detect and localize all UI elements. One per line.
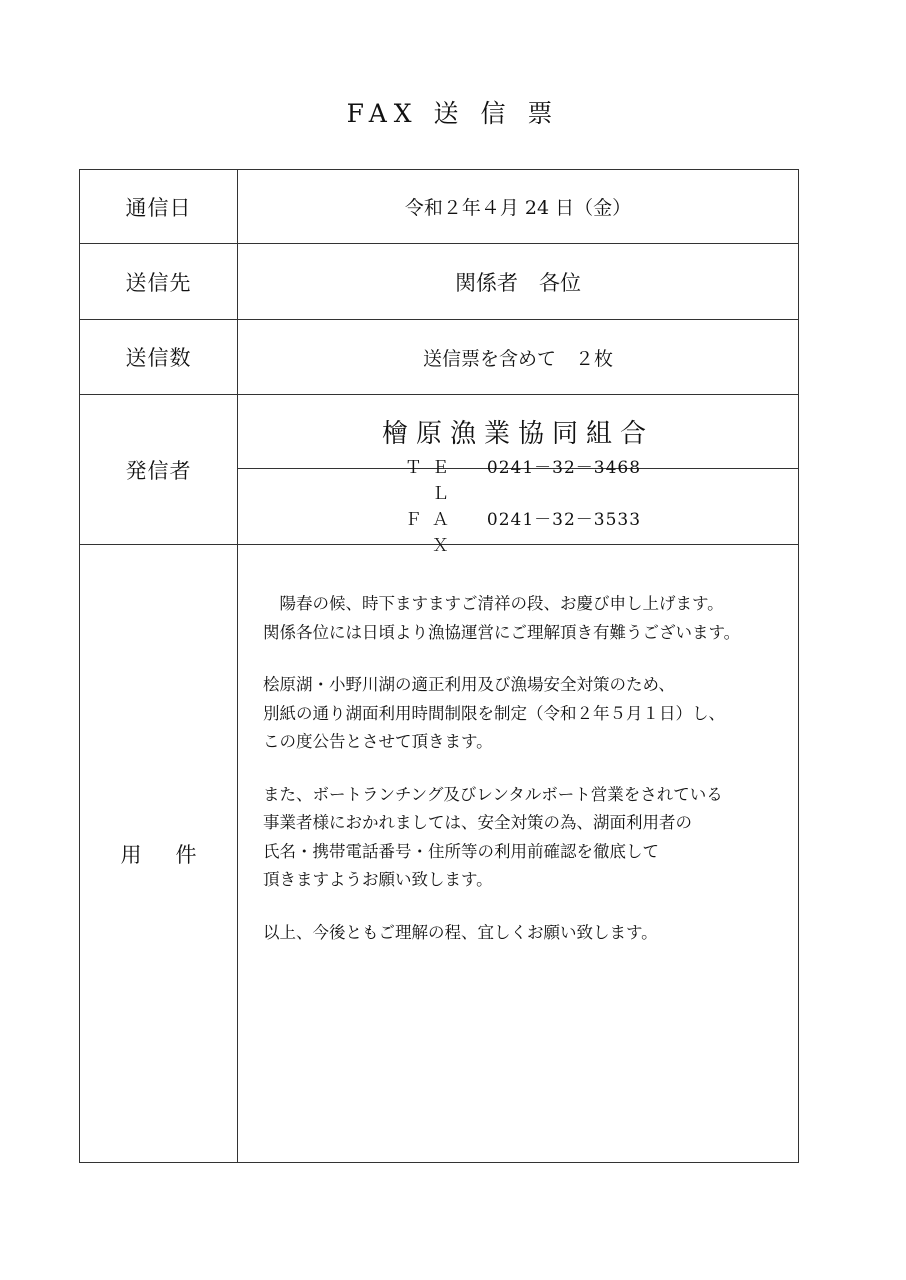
- page-count-label: 送信数: [125, 346, 192, 370]
- subject-body: [263, 590, 783, 971]
- fax-label: ＦＡＸ: [404, 509, 459, 556]
- sender-contact: [238, 457, 798, 556]
- tel-number: 0241－32－3468: [486, 457, 642, 478]
- recipient-value: 関係者 各位: [455, 270, 581, 295]
- date-label: 通信日: [125, 195, 192, 220]
- subject-paragraph-request: また、ボートランチング及びレンタルボート営業をされている 事業者様におかれましては、安全対策の為、湖面利用者の 氏名・携帯電話番号・住所等の利用前確認を徹底して 頂きますようお願い致します。: [263, 784, 723, 889]
- subject-paragraph-notice: 桧原湖・小野川湖の適正利用及び漁場安全対策のため、 別紙の通り湖面利用時間制限を制定（令和２年５月１日）し、 この度公告とさせて頂きます。: [263, 675, 725, 751]
- sender-organization: 檜原漁業協同組合: [381, 419, 654, 449]
- fax-row: [395, 507, 641, 559]
- subject-paragraph-closing: 以上、今後ともご理解の程、宜しくお願い致します。: [263, 922, 658, 942]
- tel-label: ＴＥＬ: [404, 457, 459, 504]
- fax-number: 0241－32－3533: [486, 509, 642, 530]
- sender-label: 発信者: [125, 458, 192, 483]
- tel-row: [395, 455, 641, 507]
- subject-paragraph-greeting: 陽春の候、時下ますますご清祥の段、お慶び申し上げます。 関係各位には日頃より漁協運営にご理解頂き有難うございます。: [263, 594, 741, 642]
- subject-label: 用件: [120, 842, 231, 867]
- date-value: 令和２年４月 24 日（金）: [404, 197, 632, 219]
- document-title: FAX 送 信 票: [346, 99, 560, 128]
- recipient-label: 送信先: [125, 270, 192, 295]
- fax-cover-table: [79, 169, 799, 1163]
- page-count-value: 送信票を含めて ２枚: [422, 347, 613, 370]
